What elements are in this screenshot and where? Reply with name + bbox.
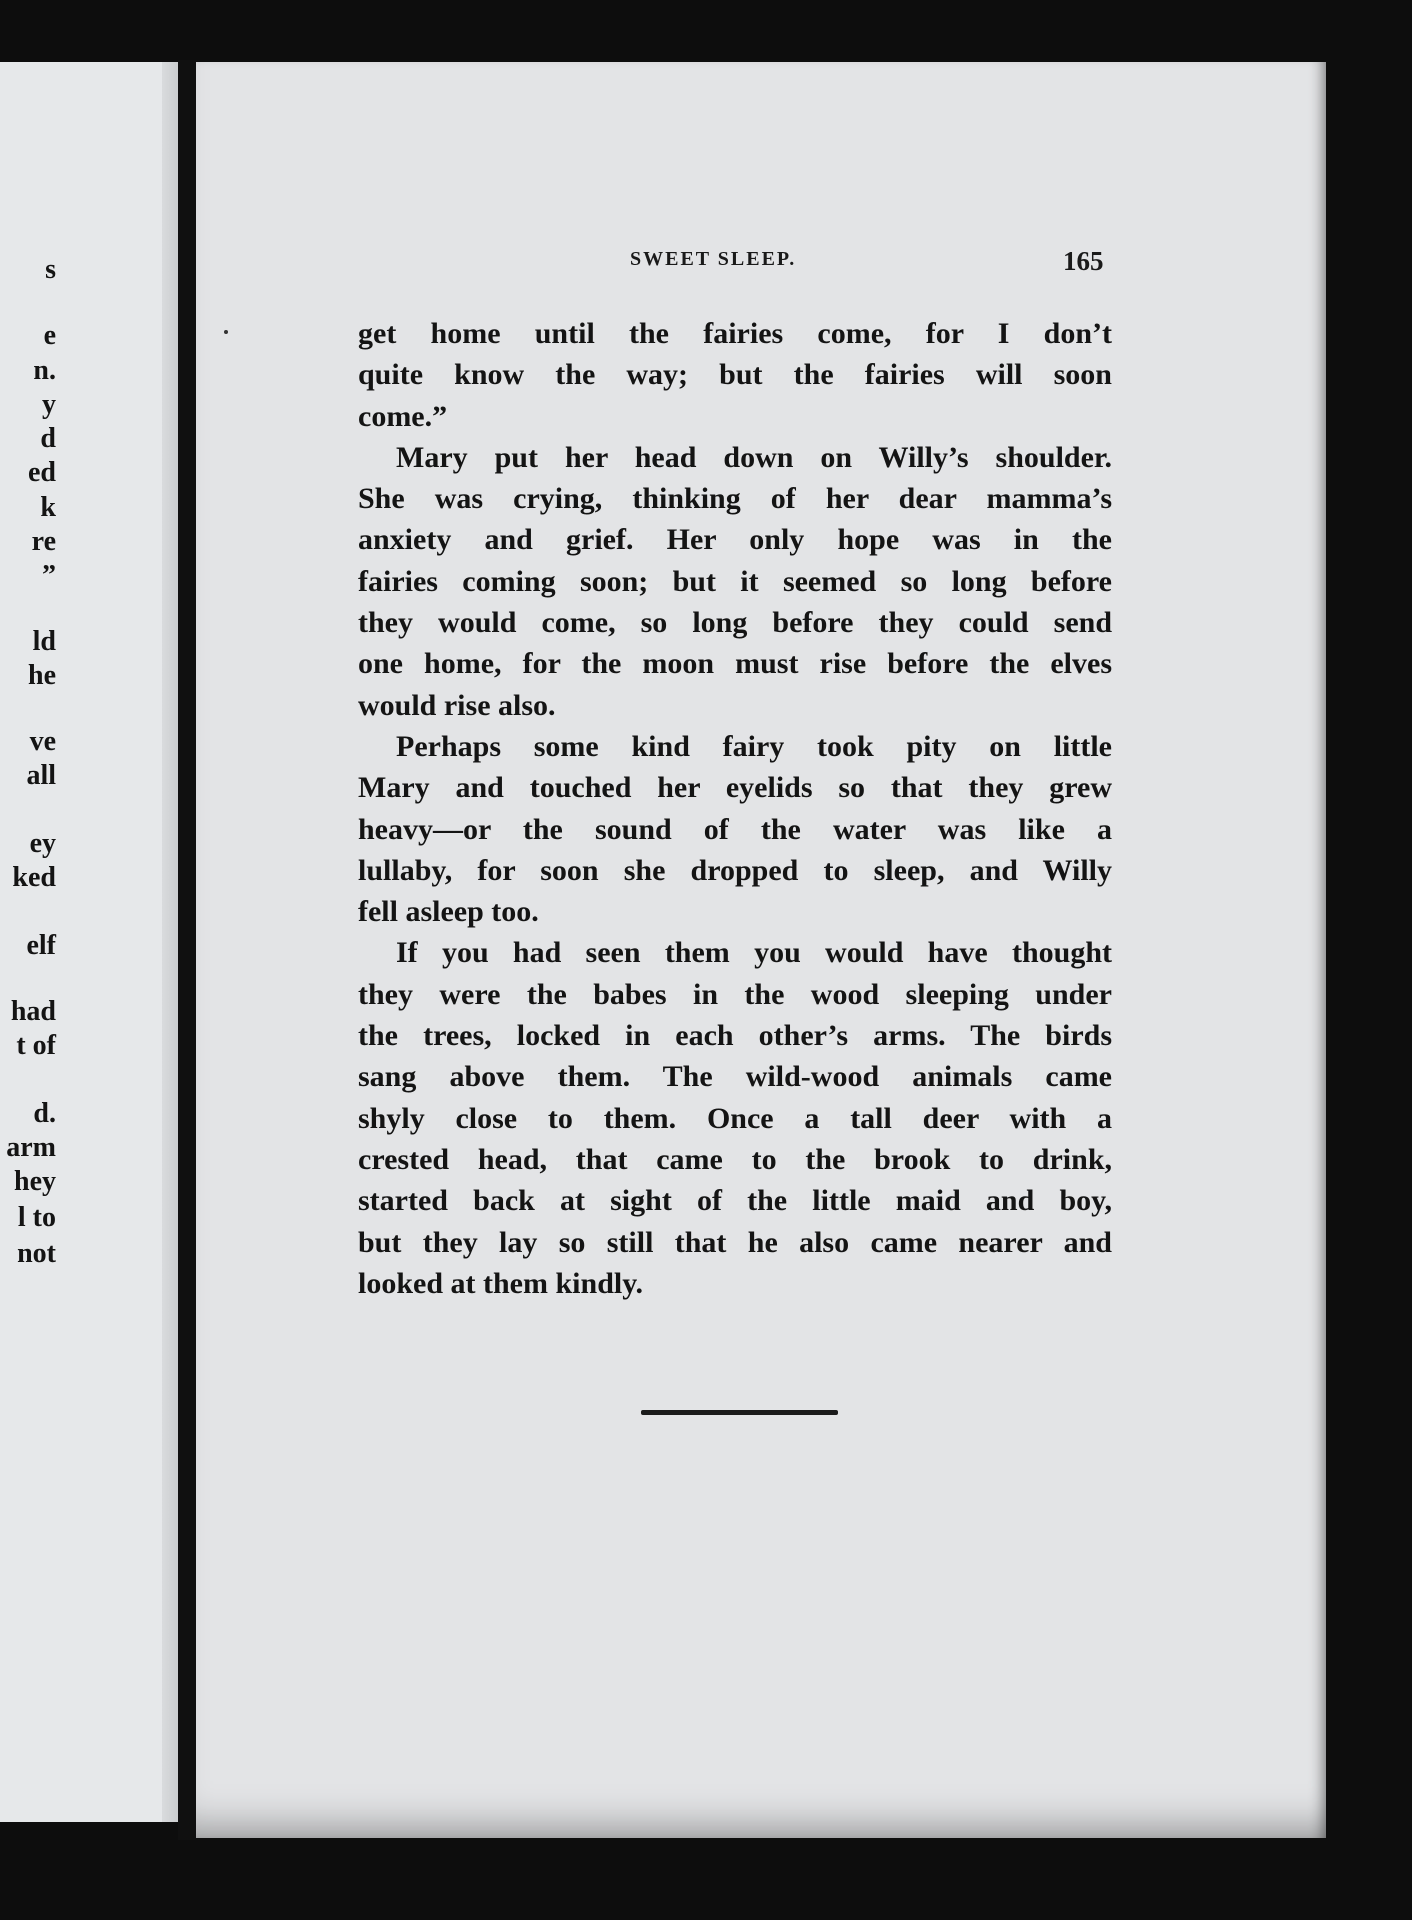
left-page-fragment: l to xyxy=(17,1202,56,1233)
left-page-fragment: ld xyxy=(32,626,56,657)
left-page-fragment: d xyxy=(40,423,56,454)
paragraph xyxy=(358,437,1112,726)
text-line: Perhaps some kind fairy took pity on little xyxy=(396,729,1112,763)
text-line: fell asleep too. xyxy=(358,895,539,929)
text-line: heavy—or the sound of the water was like a xyxy=(358,812,1112,846)
left-page-fragment: ed xyxy=(28,457,56,488)
text-line: but they lay so still that he also came nearer and xyxy=(358,1225,1112,1259)
left-page-fragment: hey xyxy=(14,1166,56,1197)
text-line: lullaby, for soon she dropped to sleep, and Willy xyxy=(358,853,1112,887)
paragraph xyxy=(358,932,1112,1304)
left-page-fragment: ve xyxy=(29,726,56,757)
running-head: SWEET SLEEP. xyxy=(630,248,797,270)
text-line: started back at sight of the little maid and boy, xyxy=(358,1184,1112,1218)
text-line: anxiety and grief. Her only hope was in the xyxy=(358,523,1112,557)
left-page-fragment: y xyxy=(42,389,56,420)
left-page-fragment: elf xyxy=(26,930,56,961)
left-page-fragment: ey xyxy=(29,828,56,859)
text-line: shyly close to them. Once a tall deer with a xyxy=(358,1101,1112,1135)
paragraph xyxy=(358,313,1112,437)
text-line: fairies coming soon; but it seemed so long before xyxy=(358,564,1112,598)
text-line: would rise also. xyxy=(358,688,556,722)
left-page-fragment: re xyxy=(31,526,56,557)
text-line: come.” xyxy=(358,399,448,433)
text-line: get home until the fairies come, for I don’t xyxy=(358,317,1112,350)
text-line: looked at them kindly. xyxy=(358,1266,644,1300)
left-page-fragment: had xyxy=(10,996,56,1027)
scan-speck xyxy=(224,330,228,334)
text-line: Mary and touched her eyelids so that they grew xyxy=(358,771,1112,805)
left-page-fragment: arm xyxy=(6,1132,56,1163)
left-page-fragment: all xyxy=(26,760,56,791)
end-rule xyxy=(641,1410,838,1415)
body-text xyxy=(358,313,1112,1304)
text-line: quite know the way; but the fairies will soon xyxy=(358,358,1112,392)
left-page-text-fragments xyxy=(0,0,60,1920)
text-line: crested head, that came to the brook to drink, xyxy=(358,1142,1112,1176)
text-line: one home, for the moon must rise before the elves xyxy=(358,647,1112,681)
left-page-fragment: k xyxy=(40,492,56,523)
text-line: sang above them. The wild-wood animals came xyxy=(358,1060,1112,1094)
left-page-fragment: not xyxy=(17,1238,56,1269)
left-page-fragment: ” xyxy=(42,560,56,591)
text-line: the trees, locked in each other’s arms. The birds xyxy=(358,1019,1112,1053)
left-page-fragment: e xyxy=(43,320,56,351)
text-line: they would come, so long before they could send xyxy=(358,606,1112,640)
page-number: 165 xyxy=(1063,246,1104,276)
text-line: She was crying, thinking of her dear mamma’s xyxy=(358,482,1112,516)
paragraph xyxy=(358,726,1112,932)
text-line: they were the babes in the wood sleeping under xyxy=(358,977,1112,1011)
left-page-fragment: t of xyxy=(16,1030,56,1061)
text-line: Mary put her head down on Willy’s shoulder. xyxy=(396,440,1112,474)
left-page-fragment: d. xyxy=(33,1098,56,1129)
left-page-fragment: he xyxy=(28,660,56,691)
left-page-fragment: s xyxy=(45,254,56,285)
left-page-fragment: n. xyxy=(33,355,56,386)
text-line: If you had seen them you would have thought xyxy=(396,936,1112,970)
left-page-fragment: ked xyxy=(12,862,56,893)
